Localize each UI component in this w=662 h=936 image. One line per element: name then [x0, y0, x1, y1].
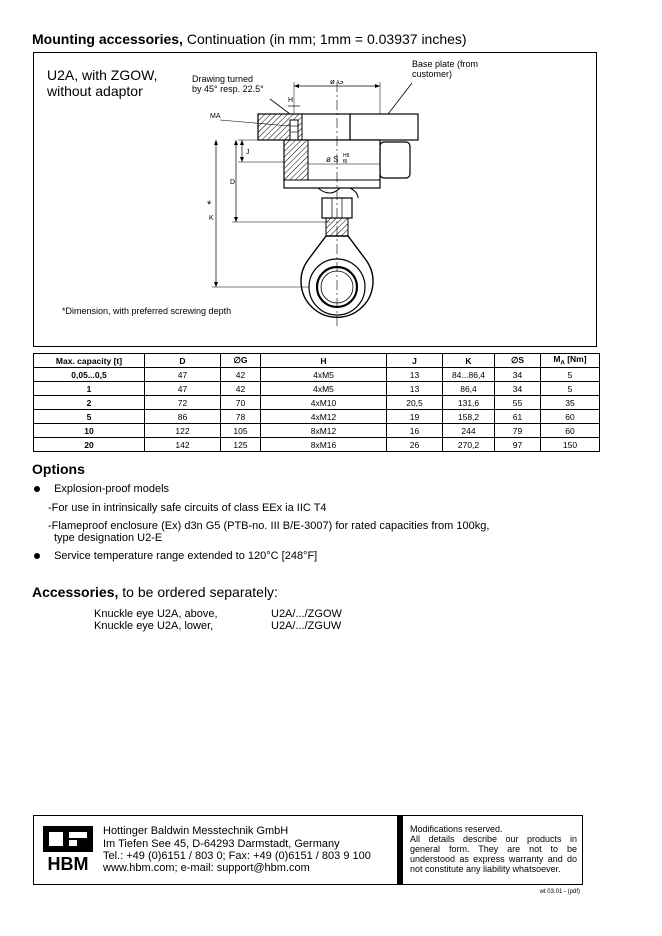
table-cell: 34 [495, 382, 541, 396]
table-cell: 97 [495, 438, 541, 452]
column-header: Max. capacity [t] [34, 354, 145, 368]
table-cell: 42 [221, 382, 261, 396]
table-cell: 4xM12 [261, 410, 387, 424]
bullet-icon [34, 553, 40, 559]
table-row [34, 368, 600, 382]
footer-company: Hottinger Baldwin Messtechnik GmbH [103, 825, 289, 837]
label-MA: MA [210, 113, 221, 120]
table-cell: 16 [387, 424, 443, 438]
option-item: Explosion-proof models [34, 483, 169, 495]
table-header-row [34, 354, 600, 368]
footer-web: www.hbm.com; e-mail: support@hbm.com [103, 862, 310, 874]
label-S-tol-top: H8 [343, 153, 350, 159]
capacity-cell: 10 [34, 424, 145, 438]
table-cell: 35 [541, 396, 600, 410]
footer-address: Im Tiefen See 45, D-64293 Darmstadt, Germany [103, 838, 340, 850]
capacity-cell: 1 [34, 382, 145, 396]
table-cell: 78 [221, 410, 261, 424]
label-star: * [207, 199, 212, 211]
accessory-code: U2A/.../ZGOW [271, 608, 342, 620]
table-cell: 4xM5 [261, 368, 387, 382]
table-cell: 55 [495, 396, 541, 410]
footer-divider [397, 815, 403, 885]
capacity-cell: 5 [34, 410, 145, 424]
footer-phone: Tel.: +49 (0)6151 / 803 0; Fax: +49 (0)6151 / 803 9 100 [103, 850, 371, 862]
accessory-name: Knuckle eye U2A, above, [94, 608, 218, 620]
table-cell: 244 [443, 424, 495, 438]
page-title: Mounting accessories, Continuation (in mm; 1mm = 0.03937 inches) [32, 31, 467, 47]
accessories-title: Accessories, to be ordered separately: [32, 584, 278, 600]
table-cell: 86 [145, 410, 221, 424]
accessory-code: U2A/.../ZGUW [271, 620, 342, 632]
label-K: K [209, 215, 214, 222]
table-cell: 8xM12 [261, 424, 387, 438]
table-cell: 60 [541, 410, 600, 424]
column-header: $M_A$ [Nm] [541, 354, 600, 368]
table-cell: 105 [221, 424, 261, 438]
document-reference: wt 03.01 - (pdf) [539, 889, 580, 895]
spec-table [33, 353, 600, 452]
column-header: K [443, 354, 495, 368]
base-plate-note: Base plate (from customer) [412, 59, 479, 79]
base-plate-leader [385, 83, 412, 118]
table-cell: 5 [541, 382, 600, 396]
table-cell: 20,5 [387, 396, 443, 410]
base-plate [350, 114, 418, 140]
table-cell: 60 [541, 424, 600, 438]
table-cell: 158,2 [443, 410, 495, 424]
option-subitem: -For use in intrinsically safe circuits of class EEx ia IIC T4 [48, 502, 327, 514]
table-cell: 142 [145, 438, 221, 452]
table-row [34, 438, 600, 452]
table-cell: 13 [387, 368, 443, 382]
accessory-name: Knuckle eye U2A, lower, [94, 620, 214, 632]
table-cell: 13 [387, 382, 443, 396]
table-cell: 47 [145, 382, 221, 396]
technical-drawing [180, 80, 440, 330]
hbm-logo [43, 826, 93, 872]
table-cell: 19 [387, 410, 443, 424]
figure-caption: U2A, with ZGOW, without adaptor [47, 67, 158, 99]
footer-disclaimer: Modifications reserved. All details describe our products in general form. They are not to be understood as express warranty and do not constitute any liability whatsoever. [410, 824, 577, 874]
table-cell: 70 [221, 396, 261, 410]
table-cell: 79 [495, 424, 541, 438]
bullet-icon [34, 486, 40, 492]
column-header: J [387, 354, 443, 368]
table-cell: 86,4 [443, 382, 495, 396]
table-cell: 4xM5 [261, 382, 387, 396]
column-header: ∅G [221, 354, 261, 368]
table-cell: 122 [145, 424, 221, 438]
capacity-cell: 0,05...0,5 [34, 368, 145, 382]
hbm-logo-text: HBM [47, 854, 89, 872]
option-item: Service temperature range extended to 120°C [248°F] [34, 550, 317, 562]
table-cell: 5 [541, 368, 600, 382]
table-cell: 270,2 [443, 438, 495, 452]
table-cell: 72 [145, 396, 221, 410]
footnote: *Dimension, with preferred screwing depth [62, 306, 232, 316]
label-D: D [230, 179, 236, 186]
options-title: Options [32, 461, 85, 477]
capacity-cell: 20 [34, 438, 145, 452]
table-cell: 47 [145, 368, 221, 382]
column-header: ∅S [495, 354, 541, 368]
label-S-tol-bot: f8 [343, 159, 348, 165]
label-J: J [246, 149, 250, 156]
drawing-note: Drawing turned by 45° resp. 22.5° [192, 74, 264, 94]
table-cell: 131,6 [443, 396, 495, 410]
table-row [34, 396, 600, 410]
table-cell: 8xM16 [261, 438, 387, 452]
option-subitem: -Flameproof enclosure (Ex) d3n G5 (PTB-no. III B/E-3007) for rated capacities from 100kg, type designation U2-E [48, 520, 490, 544]
column-header: D [145, 354, 221, 368]
label-S: ø S [326, 155, 339, 164]
label-G: ø G [330, 80, 344, 86]
table-row [34, 424, 600, 438]
label-H: H [288, 97, 294, 104]
load-cell-body [380, 142, 410, 178]
table-cell: 4xM10 [261, 396, 387, 410]
table-row [34, 410, 600, 424]
table-row [34, 382, 600, 396]
table-cell: 26 [387, 438, 443, 452]
table-cell: 42 [221, 368, 261, 382]
capacity-cell: 2 [34, 396, 145, 410]
column-header: H [261, 354, 387, 368]
table-cell: 150 [541, 438, 600, 452]
table-cell: 34 [495, 368, 541, 382]
table-cell: 125 [221, 438, 261, 452]
table-cell: 84...86,4 [443, 368, 495, 382]
table-cell: 61 [495, 410, 541, 424]
